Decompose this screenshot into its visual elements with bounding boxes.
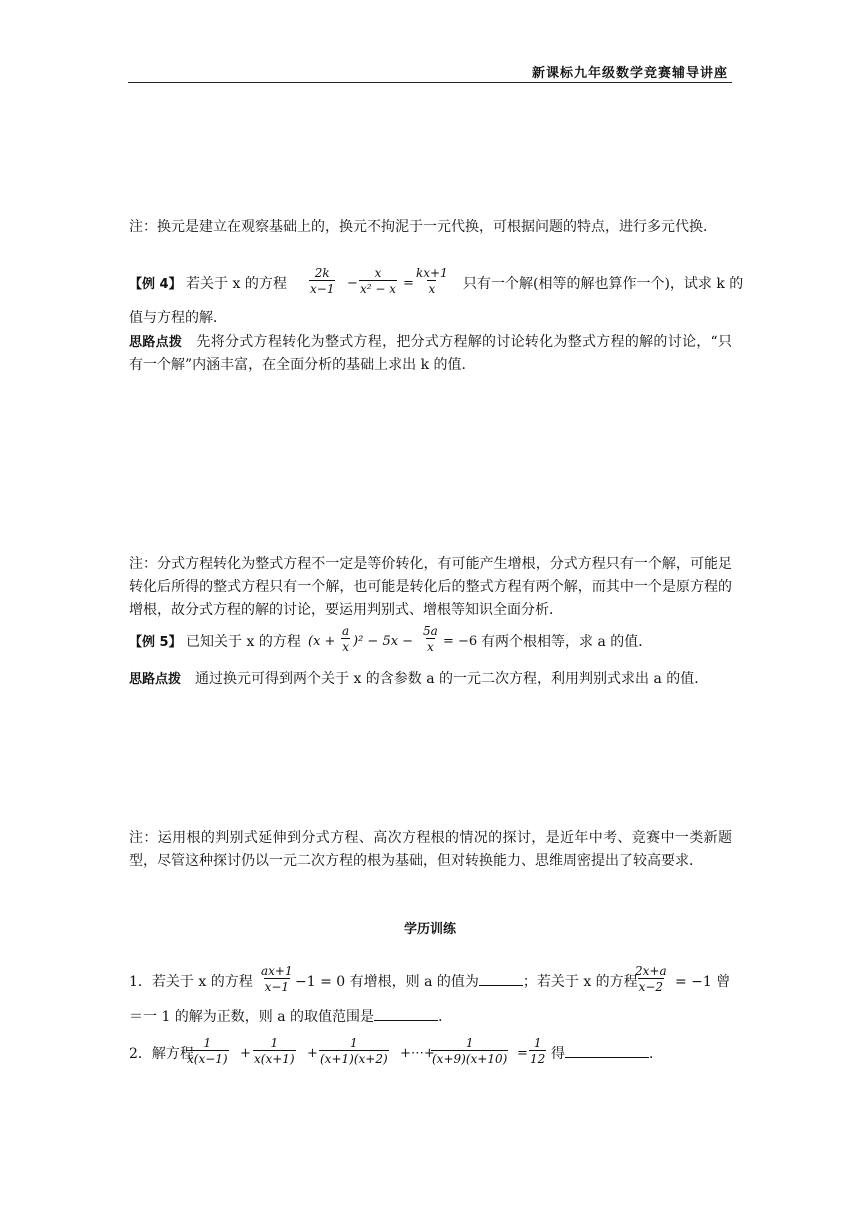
fraction-numerator: 5a: [423, 624, 438, 638]
example-5-part-2: )² − 5x −: [353, 634, 414, 649]
example-4-lead: [129, 260, 287, 309]
question-1-period: ．: [438, 1009, 453, 1025]
example-4-minus: −: [347, 276, 358, 291]
question-1-fraction-2: [634, 964, 668, 994]
example-5-fraction-2: [422, 624, 439, 654]
question-2-fraction-3: [319, 1036, 389, 1066]
question-2-line: [129, 1030, 732, 1078]
header-title: 新课标九年级数学竞赛辅导讲座: [531, 66, 728, 81]
fraction-numerator: x: [374, 266, 382, 280]
example-5-part-1: (x +: [308, 634, 336, 649]
fraction-denominator: x−1: [264, 980, 290, 994]
fraction-denominator: x(x−1): [187, 1052, 228, 1066]
hint-4-text: 先将分式方程转化为整式方程，把分式方程解的讨论转化为整式方程的解的讨论，“只有一个解”内涵丰富，在全面分析的基础上求出 k 的值．: [129, 334, 732, 373]
hint-4-label: 思路点拨: [129, 335, 183, 350]
example-4-equation-line: [129, 260, 744, 308]
example-5-fraction-1: [341, 624, 350, 654]
question-2-plus-1: +: [240, 1046, 251, 1061]
answer-blank-1[interactable]: [479, 971, 523, 986]
question-1-lead: 1．若关于 x 的方程: [129, 974, 253, 990]
question-2-fraction-5: [529, 1036, 546, 1066]
question-1-middle-text-2: ；若关于 x 的方程: [522, 974, 638, 990]
question-1-continuation: [129, 1006, 732, 1029]
example-5-label: 【例 5】: [129, 635, 182, 650]
example-5-tail: 有两个根相等，求 a 的值．: [481, 634, 653, 650]
example-4-lead-text: 若关于 x 的方程: [181, 276, 287, 292]
fraction-numerator: kx+1: [416, 266, 448, 280]
fraction-numerator: 1: [350, 1036, 358, 1050]
fraction-numerator: 1: [270, 1036, 279, 1050]
example-4-equals: =: [403, 276, 414, 291]
example-5-equation-line: [129, 618, 732, 666]
hint-5-text: 通过换元可得到两个关于 x 的含参数 a 的一元二次方程，利用判别式求出 a 的值．: [181, 671, 709, 687]
example-5-lead: [129, 618, 301, 667]
example-4-tail: 只有一个解(相等的解也算作一个)，试求 k 的: [463, 276, 744, 292]
fraction-numerator: 2x+a: [635, 964, 667, 978]
hint-5: [129, 668, 732, 691]
question-2-tail: [551, 1030, 663, 1078]
fraction-numerator: 1: [203, 1036, 212, 1050]
header-rule: [128, 82, 732, 83]
fraction-denominator: x: [428, 282, 436, 296]
fraction-denominator: x² − x: [360, 282, 397, 296]
answer-blank-2[interactable]: [374, 1006, 438, 1021]
example-5-part-3: = −6: [443, 634, 478, 649]
note-3: 注：运用根的判别式延伸到分式方程、高次方程根的情况的探讨，是近年中考、竞赛中一类新题型，尽管这种探讨仍以一元二次方程的根为基础，但对转换能力、思维周密提出了较高要求．: [129, 830, 732, 869]
question-1-end: = −1 曾: [675, 974, 731, 990]
question-2-ellipsis: +⋯+: [400, 1046, 435, 1061]
fraction-denominator: x−2: [638, 980, 664, 994]
question-1-middle: [295, 958, 638, 1006]
fraction-denominator: x: [427, 640, 434, 654]
fraction-numerator: 1: [533, 1036, 542, 1050]
question-2-lead: 2．解方程: [129, 1046, 194, 1062]
example-4-label: 【例 4】: [129, 277, 182, 292]
question-1-fraction-1: [260, 964, 294, 994]
fraction-numerator: 2k: [314, 266, 330, 280]
question-2-tail-text: 得: [551, 1046, 565, 1062]
question-2-fraction-2: [253, 1036, 296, 1066]
fraction-numerator: ax+1: [261, 964, 293, 978]
fraction-denominator: x−1: [310, 282, 335, 296]
fraction-denominator: (x+9)(x+10): [432, 1052, 508, 1066]
question-2-fraction-1: [186, 1036, 229, 1066]
fraction-numerator: a: [342, 624, 350, 638]
question-2-equals: =: [517, 1046, 528, 1061]
fraction-denominator: x: [342, 640, 349, 654]
note-2: 注：分式方程转化为整式方程不一定是等价转化，有可能产生增根，分式方程只有一个解，可能足转化后所得的整式方程只有一个解，也可能是转化后的整式方程有两个解，而其中一个是原方程的增根，故分式方程的解的讨论，要运用判别式、增根等知识全面分析．: [129, 556, 732, 618]
fraction-denominator: (x+1)(x+2): [320, 1052, 388, 1066]
fraction-denominator: x(x+1): [254, 1052, 295, 1066]
fraction-denominator: 12: [530, 1052, 546, 1066]
answer-blank-3[interactable]: [565, 1043, 649, 1058]
hint-5-label: 思路点拨: [129, 672, 182, 687]
hint-4: [129, 331, 732, 377]
question-1-line: [129, 958, 732, 1006]
example-4-continuation: 值与方程的解．: [129, 310, 227, 326]
question-1-middle-text: −1 = 0 有增根，则 a 的值为: [295, 974, 479, 990]
fraction-numerator: 1: [465, 1036, 474, 1050]
example-4-fraction-3: [415, 266, 449, 296]
question-1-continuation-text: ＝一 1 的解为正数，则 a 的取值范围是: [129, 1009, 375, 1025]
question-2-period: ．: [649, 1046, 663, 1062]
note-1: 注：换元是建立在观察基础上的，换元不拘泥于一元代换，可根据问题的特点，进行多元代换．: [129, 219, 717, 235]
section-title: 学历训练: [403, 922, 456, 937]
example-4-fraction-2: [359, 266, 397, 296]
question-2-fraction-4: [431, 1036, 508, 1066]
example-5-lead-text: 已知关于 x 的方程: [181, 634, 301, 650]
question-2-plus-2: +: [307, 1046, 318, 1061]
example-4-fraction-1: [309, 266, 335, 296]
